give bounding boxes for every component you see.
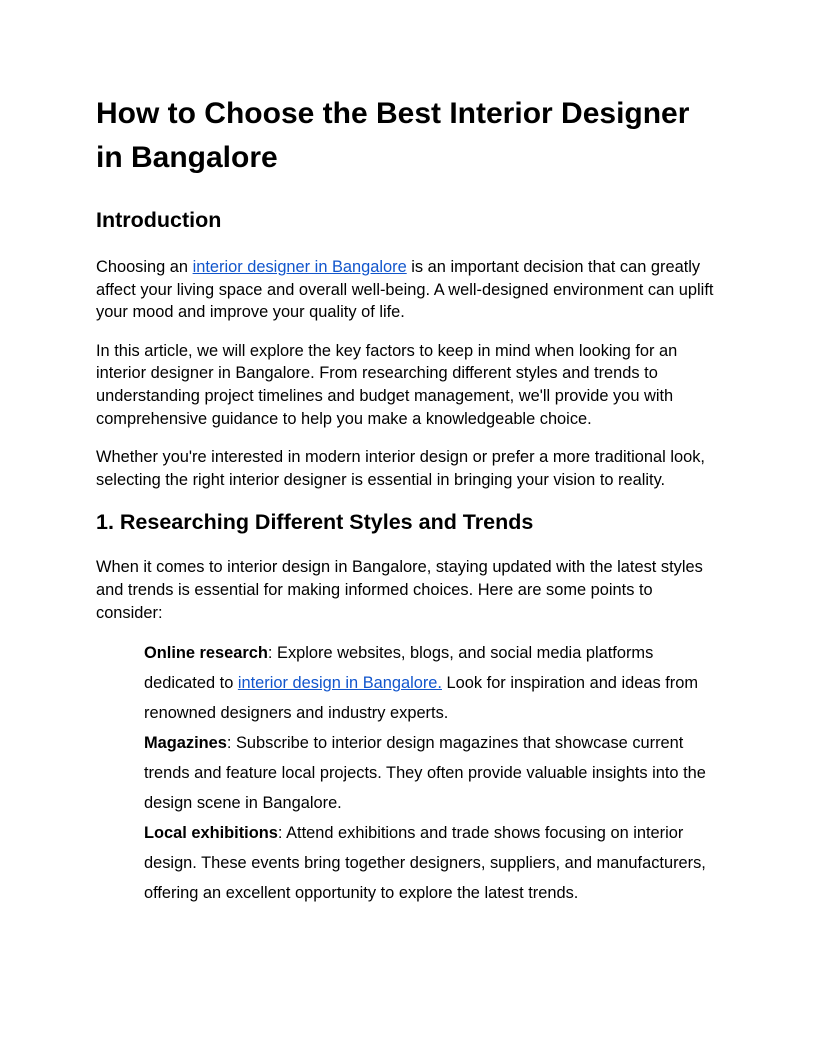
list-item-text: : Subscribe to interior design magazines that showcase current trends and feature local projects. They often provide valuable insights into the design scene in Bangalore. xyxy=(144,734,706,813)
list-item-text: : Explore websites, blogs, and social media platforms dedicated to xyxy=(144,644,654,693)
list-item-term: Magazines xyxy=(144,734,227,753)
list-item-online-research xyxy=(144,638,720,728)
intro-paragraph-1 xyxy=(96,256,720,324)
intro-paragraph-3: Whether you're interested in modern interior design or prefer a more traditional look, selecting the right interior designer is essential in bringing your vision to reality. xyxy=(96,448,705,489)
interior-design-link[interactable]: interior design in Bangalore. xyxy=(237,674,442,693)
list-item-term: Online research xyxy=(144,644,268,663)
research-points-list xyxy=(144,638,720,908)
list-item-text-end: Look for inspiration and ideas from renowned designers and industry experts. xyxy=(144,674,699,723)
section-1-heading: 1. Researching Different Styles and Trends xyxy=(96,510,534,535)
list-item-local-exhibitions xyxy=(144,818,720,908)
document-title: How to Choose the Best Interior Designer in Bangalore xyxy=(96,97,690,174)
document-page xyxy=(96,92,720,908)
section-1-intro: When it comes to interior design in Bangalore, staying updated with the latest styles and trends is essential for making informed choices. Here are some points to consider: xyxy=(96,558,703,622)
list-item-term: Local exhibitions xyxy=(144,824,278,843)
intro-paragraph-1-text-end: is an important decision that can greatly affect your living space and overall well-being. A well-designed environment can uplift your mood and improve your quality of life. xyxy=(96,258,714,322)
list-item-magazines xyxy=(144,728,720,818)
list-item-text: : Attend exhibitions and trade shows focusing on interior design. These events bring together designers, suppliers, and manufacturers, offering an excellent opportunity to explore the latest trends. xyxy=(144,824,706,903)
intro-paragraph-1-text-start: Choosing an xyxy=(96,258,193,276)
introduction-heading: Introduction xyxy=(96,208,222,232)
interior-designer-link[interactable]: interior designer in Bangalore xyxy=(192,258,407,276)
intro-paragraph-2: In this article, we will explore the key factors to keep in mind when looking for an interior designer in Bangalore. From researching different styles and trends to understanding project timelines and budget management, we'll provide you with comprehensive guidance to help you make a knowledgeable choice. xyxy=(96,341,678,428)
